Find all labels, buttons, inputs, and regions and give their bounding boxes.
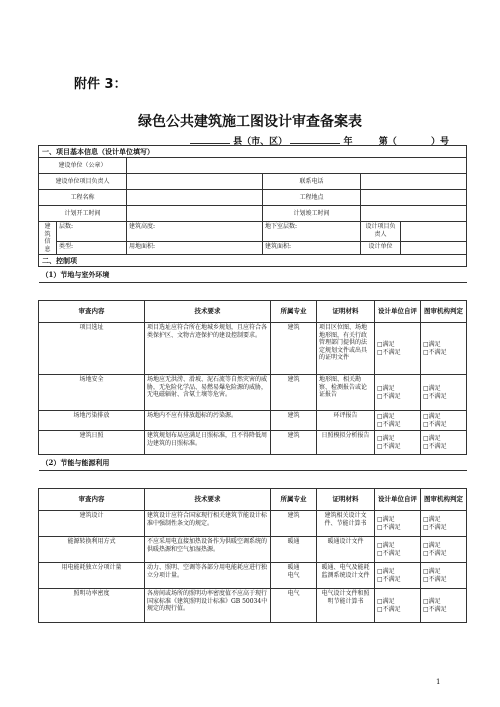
row-discipline: 电气 bbox=[271, 589, 317, 623]
project-name-value[interactable] bbox=[127, 190, 263, 206]
pass-checkbox[interactable]: □满足 bbox=[423, 568, 441, 575]
table-row bbox=[39, 323, 467, 375]
contact-phone-value[interactable] bbox=[361, 174, 467, 190]
fail-checkbox[interactable]: □不满足 bbox=[377, 549, 401, 557]
pass-checkbox[interactable]: □满足 bbox=[423, 341, 441, 348]
self-eval-checkboxes[interactable] bbox=[375, 537, 421, 563]
pass-checkbox[interactable]: □满足 bbox=[377, 542, 395, 549]
row-discipline: 暖通 电气 bbox=[271, 563, 317, 589]
group1-heading: （1）节地与室外环境 bbox=[39, 267, 467, 283]
table-row bbox=[39, 589, 467, 623]
plan-finish-label: 计划竣工时间 bbox=[263, 206, 361, 222]
row-item: 场地污染排放 bbox=[39, 411, 145, 431]
self-eval-checkboxes[interactable] bbox=[375, 375, 421, 411]
row-requirement: 场地应无洪涝、滑坡、泥石流等自然灾害的威胁，无危险化学品、易燃易爆危险源的威胁，无电磁辐射、含氡土壤等危害。 bbox=[145, 375, 271, 411]
row-material: 环评报告 bbox=[317, 411, 375, 431]
review-checkboxes[interactable] bbox=[421, 323, 467, 375]
design-manager-value[interactable] bbox=[401, 222, 467, 242]
review-checkboxes[interactable] bbox=[421, 563, 467, 589]
pass-checkbox[interactable]: □满足 bbox=[423, 413, 441, 420]
fail-checkbox[interactable]: □不满足 bbox=[377, 575, 401, 583]
building-info-label: 建 筑 信 息 bbox=[39, 222, 57, 255]
row-requirement: 建筑规划布局应满足日照标准，且不得降低周边建筑的日照标准。 bbox=[145, 431, 271, 455]
year-label: 年 bbox=[343, 137, 353, 147]
header-self-eval: 设计单位自评 bbox=[375, 489, 421, 511]
row-discipline: 建筑 bbox=[271, 511, 317, 537]
project-location-label: 工程地点 bbox=[263, 190, 361, 206]
fail-checkbox[interactable]: □不满足 bbox=[423, 605, 447, 613]
table-row bbox=[39, 375, 467, 411]
year-blank bbox=[290, 133, 340, 144]
fail-checkbox[interactable]: □不满足 bbox=[377, 523, 401, 531]
row-material: 暖通、电气及能耗监测系统设计文件 bbox=[317, 563, 375, 589]
attachment-label: 附件 3： bbox=[74, 77, 127, 92]
review-checkboxes[interactable] bbox=[421, 375, 467, 411]
header-review: 图审机构判定 bbox=[421, 489, 467, 511]
row-item: 场地安全 bbox=[39, 375, 145, 411]
row-material: 暖通设计文件 bbox=[317, 537, 375, 563]
pass-checkbox[interactable]: □满足 bbox=[377, 341, 395, 348]
fail-checkbox[interactable]: □不满足 bbox=[423, 549, 447, 557]
county-blank bbox=[190, 133, 230, 144]
design-unit-label: 设计单位 bbox=[361, 241, 401, 254]
pass-checkbox[interactable]: □满足 bbox=[423, 435, 441, 442]
contact-phone-label: 联系电话 bbox=[263, 174, 361, 190]
build-unit-manager-label: 建设单位项目负责人 bbox=[39, 174, 127, 190]
plan-start-label: 计划开工时间 bbox=[39, 206, 127, 222]
pass-checkbox[interactable]: □满足 bbox=[377, 435, 395, 442]
build-unit-manager-value[interactable] bbox=[127, 174, 263, 190]
row-material: 建筑相关设计文件、节能计算书 bbox=[317, 511, 375, 537]
fail-checkbox[interactable]: □不满足 bbox=[423, 442, 447, 450]
self-eval-checkboxes[interactable] bbox=[375, 563, 421, 589]
build-unit-label: 建设单位（公章） bbox=[39, 158, 127, 174]
header-review: 图审机构判定 bbox=[421, 301, 467, 323]
row-material: 电气设计文件和照明节能计算书 bbox=[317, 589, 375, 623]
project-location-value[interactable] bbox=[361, 190, 467, 206]
fail-checkbox[interactable]: □不满足 bbox=[377, 348, 401, 356]
table-row bbox=[39, 537, 467, 563]
section1-heading: 一、项目基本信息（设计单位填写） bbox=[39, 146, 467, 158]
self-eval-checkboxes[interactable] bbox=[375, 411, 421, 431]
page-number: 1 bbox=[436, 678, 441, 686]
header-material: 证明材料 bbox=[317, 301, 375, 323]
row-discipline: 建筑 bbox=[271, 323, 317, 375]
header-self-eval: 设计单位自评 bbox=[375, 301, 421, 323]
row-discipline: 建筑 bbox=[271, 431, 317, 455]
row-discipline: 暖通 bbox=[271, 537, 317, 563]
design-manager-label: 设计项目负责人 bbox=[361, 222, 401, 242]
pass-checkbox[interactable]: □满足 bbox=[377, 385, 395, 392]
self-eval-checkboxes[interactable] bbox=[375, 589, 421, 623]
header-discipline: 所属专业 bbox=[271, 301, 317, 323]
review-checkboxes[interactable] bbox=[421, 511, 467, 537]
fail-checkbox[interactable]: □不满足 bbox=[377, 605, 401, 613]
review-checkboxes[interactable] bbox=[421, 411, 467, 431]
review-checkboxes[interactable] bbox=[421, 537, 467, 563]
pass-checkbox[interactable]: □满足 bbox=[423, 598, 441, 605]
pass-checkbox[interactable]: □满足 bbox=[423, 542, 441, 549]
building-area-label: 建筑面积: bbox=[263, 241, 361, 254]
fail-checkbox[interactable]: □不满足 bbox=[423, 523, 447, 531]
pass-checkbox[interactable]: □满足 bbox=[377, 598, 395, 605]
table-row bbox=[39, 511, 467, 537]
group2-table bbox=[38, 488, 467, 623]
group2-heading: （2）节能与能源利用 bbox=[39, 455, 467, 471]
row-item: 照明功率密度 bbox=[39, 589, 145, 623]
row-material: 项目区位图、场地地形图，有关行政管理部门提供的法定规划文件或出具的证明文件 bbox=[317, 323, 375, 375]
plan-start-value[interactable] bbox=[127, 206, 263, 222]
self-eval-checkboxes[interactable] bbox=[375, 323, 421, 375]
building-height-label: 建筑高度: bbox=[127, 222, 263, 242]
self-eval-checkboxes[interactable] bbox=[375, 431, 421, 455]
fail-checkbox[interactable]: □不满足 bbox=[423, 392, 447, 400]
pass-checkbox[interactable]: □满足 bbox=[377, 516, 395, 523]
section2-heading: 二、控制项 bbox=[39, 255, 467, 267]
fail-checkbox[interactable]: □不满足 bbox=[423, 348, 447, 356]
review-checkboxes[interactable] bbox=[421, 589, 467, 623]
row-discipline: 建筑 bbox=[271, 411, 317, 431]
header-item: 审查内容 bbox=[39, 301, 145, 323]
row-requirement: 建筑设计应符合国家现行相关建筑节能设计标准中强制性条文的规定。 bbox=[145, 511, 271, 537]
row-item: 建筑日照 bbox=[39, 431, 145, 455]
number-prefix: 第（ bbox=[378, 137, 397, 147]
basic-info-table bbox=[38, 145, 467, 283]
design-unit-value[interactable] bbox=[401, 241, 467, 254]
row-item: 能源转换利用方式 bbox=[39, 537, 145, 563]
row-requirement: 项目选址应符合所在地城乡规划，且应符合各类保护区、文物古迹保护的建设控制要求。 bbox=[145, 323, 271, 375]
build-unit-value[interactable] bbox=[127, 158, 467, 174]
row-item: 用电能耗独立分项计量 bbox=[39, 563, 145, 589]
number-suffix: ）号 bbox=[431, 137, 450, 147]
fail-checkbox[interactable]: □不满足 bbox=[377, 420, 401, 428]
row-requirement: 各房间或场所的照明功率密度值不应高于现行国家标准《建筑照明设计标准》GB 50034中规定的现行值。 bbox=[145, 589, 271, 623]
floors-label: 层数: bbox=[57, 222, 127, 242]
row-requirement: 动力、照明、空调等各部分用电能耗应进行独立分项计量。 bbox=[145, 563, 271, 589]
table-row bbox=[39, 411, 467, 431]
pass-checkbox[interactable]: □满足 bbox=[377, 568, 395, 575]
fail-checkbox[interactable]: □不满足 bbox=[423, 575, 447, 583]
table-row bbox=[39, 431, 467, 455]
row-requirement: 不应采用电直接加热设备作为供暖空调系统的供暖热源和空气加湿热源。 bbox=[145, 537, 271, 563]
review-checkboxes[interactable] bbox=[421, 431, 467, 455]
pass-checkbox[interactable]: □满足 bbox=[423, 516, 441, 523]
page-title: 绿色公共建筑施工图设计审查备案表 bbox=[138, 114, 362, 130]
pass-checkbox[interactable]: □满足 bbox=[377, 413, 395, 420]
plan-finish-value[interactable] bbox=[361, 206, 467, 222]
header-material: 证明材料 bbox=[317, 489, 375, 511]
type-label: 类型: bbox=[57, 241, 127, 254]
row-material: 日照模拟分析报告 bbox=[317, 431, 375, 455]
fail-checkbox[interactable]: □不满足 bbox=[377, 442, 401, 450]
row-item: 建筑设计 bbox=[39, 511, 145, 537]
land-area-label: 用地面积: bbox=[127, 241, 263, 254]
header-item: 审查内容 bbox=[39, 489, 145, 511]
self-eval-checkboxes[interactable] bbox=[375, 511, 421, 537]
project-name-label: 工程名称 bbox=[39, 190, 127, 206]
row-material: 地形图、相关勘察、检测报告或论证报告 bbox=[317, 375, 375, 411]
table-row bbox=[39, 563, 467, 589]
fail-checkbox[interactable]: □不满足 bbox=[423, 420, 447, 428]
header-discipline: 所属专业 bbox=[271, 489, 317, 511]
row-item: 项目选址 bbox=[39, 323, 145, 375]
header-requirement: 技术要求 bbox=[145, 489, 271, 511]
underground-floors-label: 地下室层数: bbox=[263, 222, 361, 242]
header-requirement: 技术要求 bbox=[145, 301, 271, 323]
row-requirement: 场地内不应有排放超标的污染源。 bbox=[145, 411, 271, 431]
group1-table bbox=[38, 300, 467, 471]
fail-checkbox[interactable]: □不满足 bbox=[377, 392, 401, 400]
pass-checkbox[interactable]: □满足 bbox=[423, 385, 441, 392]
county-label: 县（市、区） bbox=[233, 137, 288, 147]
row-discipline: 建筑 bbox=[271, 375, 317, 411]
